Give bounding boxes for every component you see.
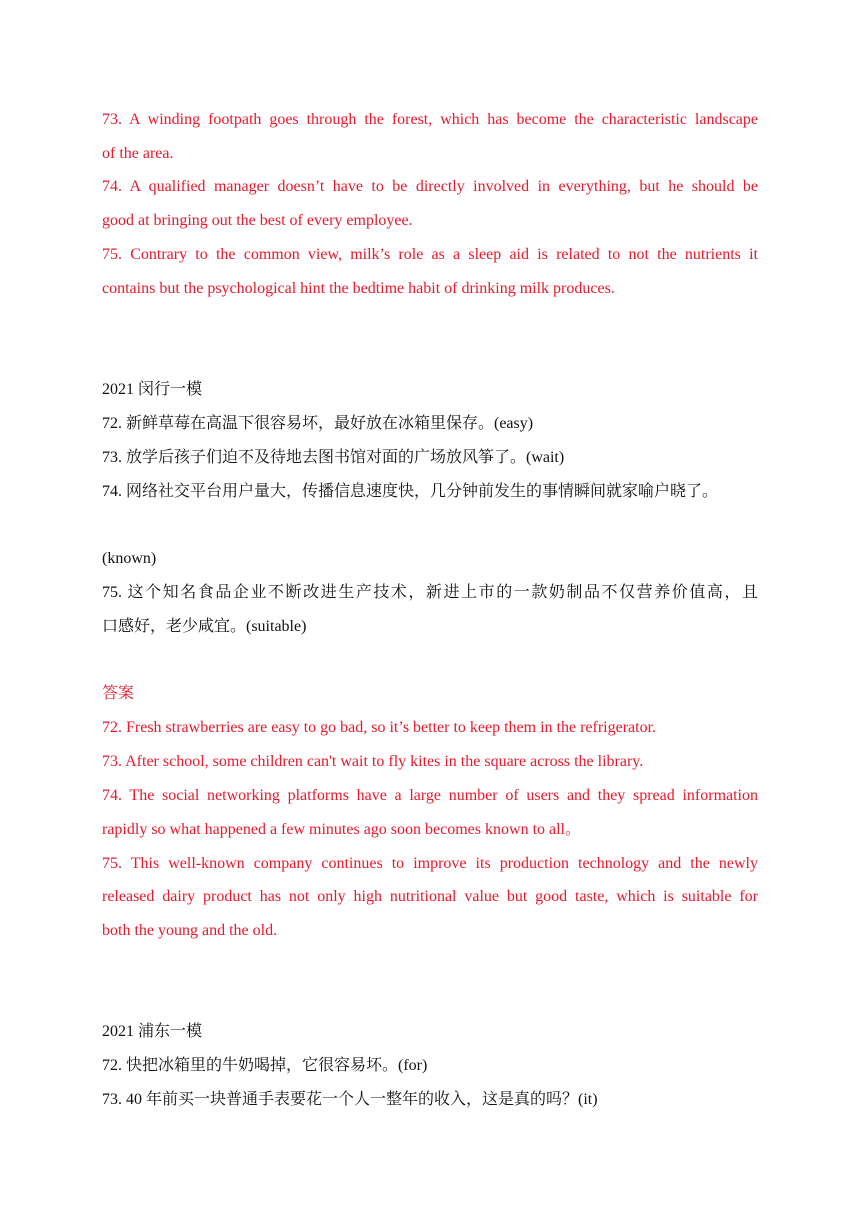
question-73: 73. 放学后孩子们迫不及待地去图书馆对面的广场放风筝了。(wait) xyxy=(102,449,565,466)
answer-75-line1: 75. Contrary to the common view, milk’s role as a sleep aid is related to not the nutrients it xyxy=(102,246,758,263)
answer-75-line2: contains but the psychological hint the bedtime habit of drinking milk produces. xyxy=(102,280,615,297)
question-75-line1: 75. 这个知名食品企业不断改进生产技术，新进上市的一款奶制品不仅营养价值高，且 xyxy=(102,584,758,601)
answer-74-line1: 74. A qualified manager doesn’t have to be directly involved in everything, but he should be xyxy=(102,178,758,195)
answer-75-line1: 75. This well-known company continues to improve its production technology and the newly xyxy=(102,855,758,872)
answer-75-line3: both the young and the old. xyxy=(102,922,278,939)
answer-73-line1: 73. A winding footpath goes through the forest, which has become the characteristic landscape xyxy=(102,111,758,128)
answer-74-line2: good at bringing out the best of every employee. xyxy=(102,212,413,229)
answer-74-line1: 74. The social networking platforms have a large number of users and they spread information xyxy=(102,787,758,804)
question-74-line1: 74. 网络社交平台用户量大，传播信息速度快，几分钟前发生的事情瞬间就家喻户晓了。 xyxy=(102,483,719,500)
question-72: 72. 新鲜草莓在高温下很容易坏，最好放在冰箱里保存。(easy) xyxy=(102,415,534,432)
question-75-line2: 口感好，老少咸宜。(suitable) xyxy=(102,618,307,635)
answer-72: 72. Fresh strawberries are easy to go bad, so it’s better to keep them in the refrigerator. xyxy=(102,719,657,736)
answer-75-line2: released dairy product has not only high nutritional value but good taste, which is suitable for xyxy=(102,888,758,905)
question-74-line2: (known) xyxy=(102,550,157,567)
question-72-pudong: 72. 快把冰箱里的牛奶喝掉，它很容易坏。(for) xyxy=(102,1057,428,1074)
answer-73: 73. After school, some children can't wait to fly kites in the square across the library. xyxy=(102,753,644,770)
answer-label: 答案 xyxy=(102,685,135,702)
question-73-pudong: 73. 40 年前买一块普通手表要花一个人一整年的收入，这是真的吗？(it) xyxy=(102,1091,598,1108)
section-heading-pudong: 2021 浦东一模 xyxy=(102,1023,203,1040)
answer-73-line2: of the area. xyxy=(102,145,174,162)
answer-74-line2: rapidly so what happened a few minutes ago soon becomes known to all。 xyxy=(102,821,582,838)
section-heading-minhang: 2021 闵行一模 xyxy=(102,381,203,398)
